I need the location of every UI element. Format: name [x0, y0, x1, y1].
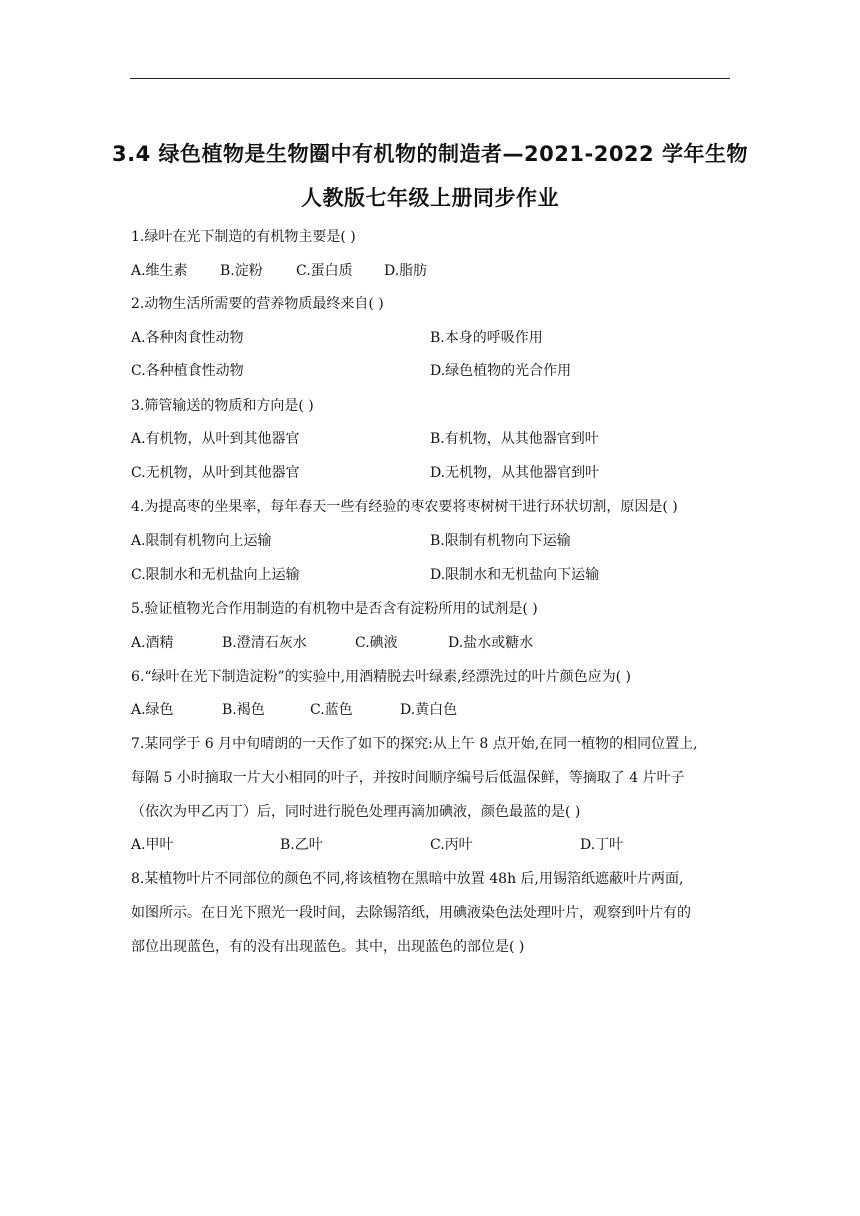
header-rule	[130, 78, 730, 79]
question-7-stem-line-1: 7.某同学于 6 月中旬晴朗的一天作了如下的探究:从上午 8 点开始,在同一植物的相同位置上,	[131, 736, 698, 752]
question-6-option-b: B.褐色	[222, 702, 265, 718]
question-1-option-b: B.淀粉	[220, 263, 263, 279]
question-4-option-d: D.限制水和无机盐向下运输	[430, 567, 600, 583]
question-5-option-c: C.碘液	[355, 635, 398, 651]
question-5-stem: 5.验证植物光合作用制造的有机物中是否含有淀粉所用的试剂是( )	[131, 601, 538, 617]
question-1-option-c: C.蛋白质	[296, 263, 353, 279]
question-7-option-b: B.乙叶	[280, 837, 323, 853]
question-1-option-d: D.脂肪	[384, 263, 428, 279]
question-4-option-c: C.限制水和无机盐向上运输	[131, 567, 300, 583]
question-2-option-b: B.本身的呼吸作用	[430, 330, 543, 346]
question-4-option-a: A.限制有机物向上运输	[131, 533, 272, 549]
question-4-option-b: B.限制有机物向下运输	[430, 533, 571, 549]
question-6-option-d: D.黄白色	[400, 702, 458, 718]
question-5-option-d: D.盐水或糖水	[448, 635, 534, 651]
page-subtitle: 人教版七年级上册同步作业	[301, 186, 559, 210]
question-7-stem-line-3: （依次为甲乙丙丁）后，同时进行脱色处理再滴加碘液，颜色最蓝的是( )	[131, 804, 581, 820]
question-7-option-c: C.丙叶	[430, 837, 473, 853]
question-2-option-a: A.各种肉食性动物	[131, 330, 244, 346]
question-6-option-a: A.绿色	[131, 702, 174, 718]
question-7-stem-line-2: 每隔 5 小时摘取一片大小相同的叶子，并按时间顺序编号后低温保鲜，等摘取了 4 片叶子	[131, 770, 685, 786]
question-3-option-b: B.有机物，从其他器官到叶	[430, 431, 599, 447]
question-2-option-c: C.各种植食性动物	[131, 363, 244, 379]
question-2-option-d: D.绿色植物的光合作用	[430, 363, 572, 379]
question-5-option-b: B.澄清石灰水	[222, 635, 307, 651]
page-title: 3.4 绿色植物是生物圈中有机物的制造者—2021-2022 学年生物	[112, 142, 748, 166]
question-1-option-a: A.维生素	[131, 263, 188, 279]
question-1-stem: 1.绿叶在光下制造的有机物主要是( )	[131, 229, 356, 245]
question-5-option-a: A.酒精	[131, 635, 174, 651]
question-3-stem: 3.筛管输送的物质和方向是( )	[131, 398, 314, 414]
question-6-option-c: C.蓝色	[310, 702, 353, 718]
question-3-option-c: C.无机物，从叶到其他器官	[131, 465, 300, 481]
question-3-option-d: D.无机物，从其他器官到叶	[430, 465, 600, 481]
question-4-stem: 4.为提高枣的坐果率，每年春天一些有经验的枣农要将枣树树干进行环状切割，原因是( )	[131, 499, 678, 515]
question-7-option-a: A.甲叶	[131, 837, 174, 853]
question-6-stem: 6.“绿叶在光下制造淀粉”的实验中,用酒精脱去叶绿素,经漂洗过的叶片颜色应为( )	[131, 669, 631, 685]
question-7-option-d: D.丁叶	[580, 837, 624, 853]
question-8-stem-line-1: 8.某植物叶片不同部位的颜色不同,将该植物在黑暗中放置 48h 后,用锡箔纸遮蔽叶片两面,	[131, 871, 684, 887]
question-2-stem: 2.动物生活所需要的营养物质最终来自( )	[131, 296, 384, 312]
question-8-stem-line-2: 如图所示。在日光下照光一段时间，去除锡箔纸，用碘液染色法处理叶片，观察到叶片有的	[131, 905, 691, 921]
question-3-option-a: A.有机物，从叶到其他器官	[131, 431, 300, 447]
question-8-stem-line-3: 部位出现蓝色，有的没有出现蓝色。其中，出现蓝色的部位是( )	[131, 939, 525, 955]
